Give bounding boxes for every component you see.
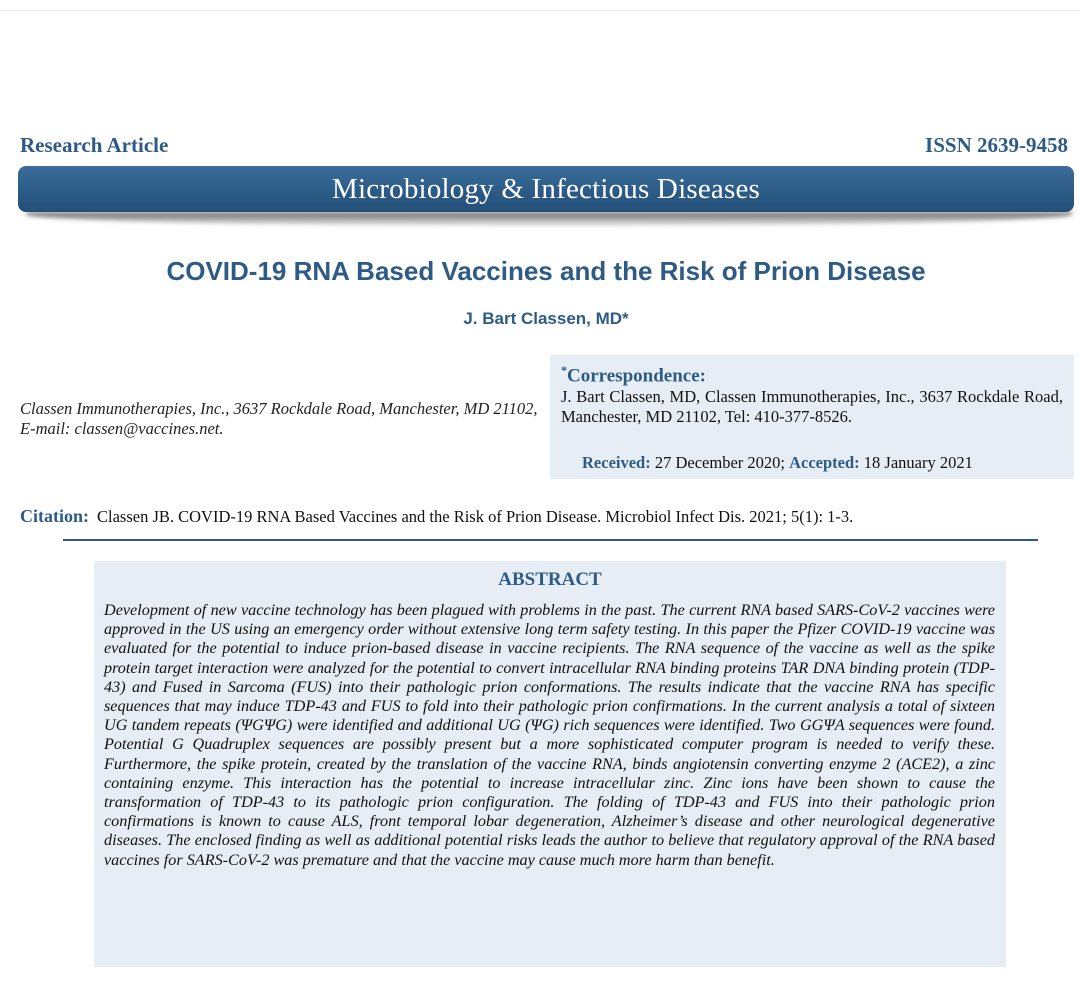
journal-banner xyxy=(18,166,1074,212)
citation-divider xyxy=(63,539,1038,541)
paper-title: COVID-19 RNA Based Vaccines and the Risk of Prion Disease xyxy=(166,256,926,286)
correspondence-box xyxy=(550,355,1074,479)
correspondence-heading-text: Correspondence: xyxy=(567,365,706,387)
accepted-date: 18 January 2021 xyxy=(863,453,973,472)
top-divider xyxy=(0,10,1080,11)
author-name: J. Bart Classen, MD* xyxy=(463,309,629,328)
received-date: 27 December 2020; xyxy=(654,453,785,472)
citation-label: Citation: xyxy=(20,506,89,526)
correspondence-text: J. Bart Classen, MD, Classen Immunotherapies, Inc., 3637 Rockdale Road, Manchester, MD 21102, Tel: 410-377-8526. xyxy=(561,387,1063,426)
issn-label: ISSN 2639-9458 xyxy=(925,133,1068,157)
citation xyxy=(20,506,1075,527)
received-label: Received: xyxy=(582,453,651,472)
correspondence-marker: * xyxy=(561,363,567,377)
author-affiliation: Classen Immunotherapies, Inc., 3637 Rockdale Road, Manchester, MD 21102, E-mail: classen@vaccines.net. xyxy=(20,399,538,438)
correspondence-heading xyxy=(561,363,706,387)
banner-shadow xyxy=(26,212,1072,226)
abstract-heading: ABSTRACT xyxy=(498,569,602,590)
article-type-label: Research Article xyxy=(20,133,169,157)
citation-text: Classen JB. COVID-19 RNA Based Vaccines and the Risk of Prion Disease. Microbiol Infect Dis. 2021; 5(1): 1-3. xyxy=(97,507,854,526)
article-dates xyxy=(582,453,973,473)
abstract-text: Development of new vaccine technology has been plagued with problems in the past. The current RNA based SARS-CoV-2 vaccines were approved in the US using an emergency order without extensive long term safety testing. In this paper the Pfizer COVID-19 vaccine was evaluated for the potential to induce prion-based disease in vaccine recipients. The RNA sequence of the vaccine as well as the spike protein target interaction were analyzed for the potential to convert intracellular RNA binding proteins TAR DNA binding protein (TDP-43) and Fused in Sarcoma (FUS) into their pathologic prion conformations. The results indicate that the vaccine RNA has specific sequences that may induce TDP-43 and FUS to fold into their pathologic prion confirmations. In the current analysis a total of sixteen UG tandem repeats (ΨGΨG) were identified and additional UG (ΨG) rich sequences were identified. Two GGΨA sequences were found. Potential G Quadruplex sequences are possibly present but a more sophisticated computer program is needed to verify these. Furthermore, the spike protein, created by the translation of the vaccine RNA, binds angiotensin converting enzyme 2 (ACE2), a zinc containing enzyme. This interaction has the potential to increase intracellular zinc. Zinc ions have been shown to cause the transformation of TDP-43 to its pathologic prion configuration. The folding of TDP-43 and FUS into their pathologic prion confirmations is known to cause ALS, front temporal lobar degeneration, Alzheimer’s disease and other neurological degenerative diseases. The enclosed finding as well as additional potential risks leads the author to believe that regulatory approval of the RNA based vaccines for SARS-CoV-2 was premature and that the vaccine may cause much more harm than benefit. xyxy=(104,601,995,869)
accepted-label: Accepted: xyxy=(789,453,860,472)
abstract-box xyxy=(94,561,1006,967)
journal-title: Microbiology & Infectious Diseases xyxy=(331,172,761,205)
